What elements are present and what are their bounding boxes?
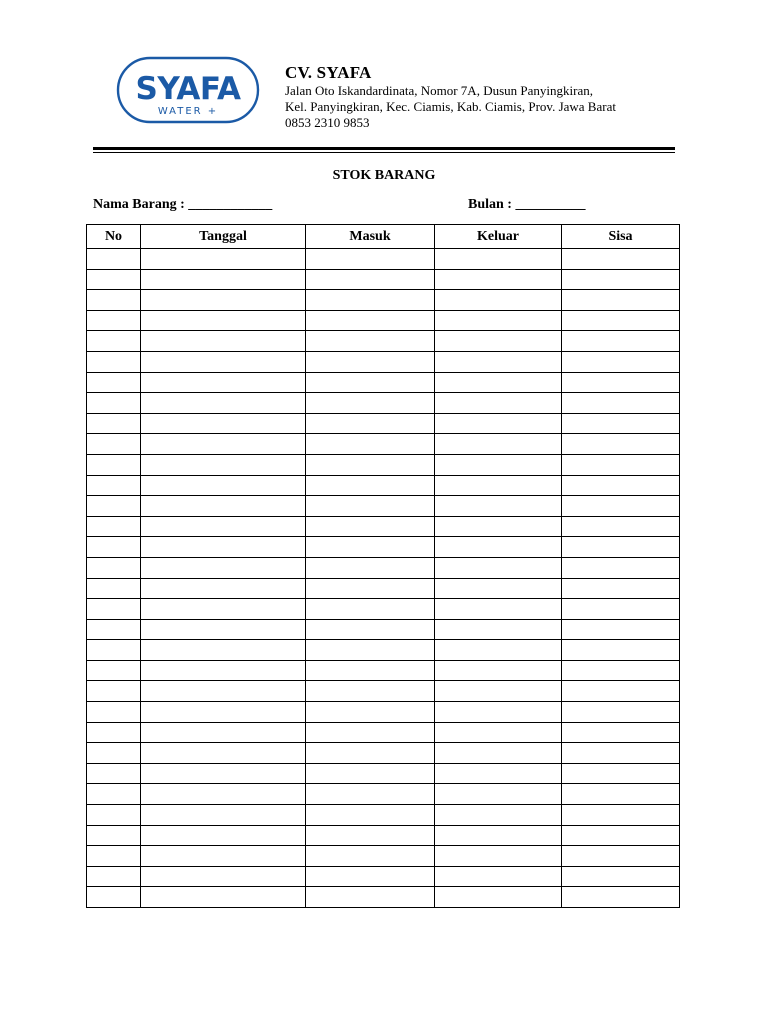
- cell-keluar[interactable]: [435, 619, 562, 640]
- cell-keluar[interactable]: [435, 743, 562, 764]
- cell-sisa[interactable]: [562, 331, 680, 352]
- cell-tanggal[interactable]: [141, 331, 306, 352]
- cell-keluar[interactable]: [435, 249, 562, 270]
- company-address-line1: Jalan Oto Iskandardinata, Nomor 7A, Dusun Panyingkiran,: [285, 83, 593, 98]
- cell-no[interactable]: [87, 310, 141, 331]
- cell-no[interactable]: [87, 660, 141, 681]
- cell-sisa[interactable]: [562, 454, 680, 475]
- cell-sisa[interactable]: [562, 702, 680, 723]
- cell-masuk[interactable]: [306, 496, 435, 517]
- logo-main-text: SYAFA: [135, 71, 241, 107]
- table-row: [87, 846, 680, 867]
- company-phone: 0853 2310 9853: [285, 115, 370, 130]
- cell-no[interactable]: [87, 681, 141, 702]
- company-address-line2: Kel. Panyingkiran, Kec. Ciamis, Kab. Ciamis, Prov. Jawa Barat: [285, 99, 616, 114]
- table-row: [87, 702, 680, 723]
- cell-keluar[interactable]: [435, 537, 562, 558]
- cell-no[interactable]: [87, 393, 141, 414]
- cell-sisa[interactable]: [562, 310, 680, 331]
- cell-sisa[interactable]: [562, 681, 680, 702]
- table-row: [87, 866, 680, 887]
- table-row: [87, 825, 680, 846]
- cell-keluar[interactable]: [435, 310, 562, 331]
- table-row: [87, 475, 680, 496]
- table-row: [87, 496, 680, 517]
- cell-keluar[interactable]: [435, 825, 562, 846]
- cell-masuk[interactable]: [306, 454, 435, 475]
- cell-sisa[interactable]: [562, 351, 680, 372]
- table-row: [87, 722, 680, 743]
- cell-keluar[interactable]: [435, 454, 562, 475]
- cell-sisa[interactable]: [562, 784, 680, 805]
- column-header-tanggal: Tanggal: [141, 225, 306, 249]
- cell-no[interactable]: [87, 475, 141, 496]
- table-row: [87, 619, 680, 640]
- table-row: [87, 290, 680, 311]
- cell-no[interactable]: [87, 351, 141, 372]
- cell-masuk[interactable]: [306, 393, 435, 414]
- cell-keluar[interactable]: [435, 475, 562, 496]
- cell-keluar[interactable]: [435, 887, 562, 908]
- table-row: [87, 310, 680, 331]
- cell-no[interactable]: [87, 763, 141, 784]
- cell-no[interactable]: [87, 413, 141, 434]
- cell-masuk[interactable]: [306, 557, 435, 578]
- cell-tanggal[interactable]: [141, 805, 306, 826]
- table-row: [87, 537, 680, 558]
- cell-sisa[interactable]: [562, 846, 680, 867]
- cell-sisa[interactable]: [562, 640, 680, 661]
- cell-tanggal[interactable]: [141, 496, 306, 517]
- cell-no[interactable]: [87, 784, 141, 805]
- cell-sisa[interactable]: [562, 619, 680, 640]
- cell-no[interactable]: [87, 454, 141, 475]
- table-row: [87, 805, 680, 826]
- cell-sisa[interactable]: [562, 557, 680, 578]
- cell-keluar[interactable]: [435, 434, 562, 455]
- cell-masuk[interactable]: [306, 763, 435, 784]
- cell-tanggal[interactable]: [141, 578, 306, 599]
- stock-table: [86, 224, 680, 908]
- cell-keluar[interactable]: [435, 351, 562, 372]
- cell-masuk[interactable]: [306, 619, 435, 640]
- cell-tanggal[interactable]: [141, 763, 306, 784]
- cell-no[interactable]: [87, 516, 141, 537]
- cell-tanggal[interactable]: [141, 269, 306, 290]
- cell-masuk[interactable]: [306, 413, 435, 434]
- cell-sisa[interactable]: [562, 825, 680, 846]
- cell-no[interactable]: [87, 887, 141, 908]
- cell-keluar[interactable]: [435, 413, 562, 434]
- cell-keluar[interactable]: [435, 640, 562, 661]
- table-row: [87, 599, 680, 620]
- cell-no[interactable]: [87, 722, 141, 743]
- cell-no[interactable]: [87, 846, 141, 867]
- column-header-sisa: Sisa: [562, 225, 680, 249]
- document-title: STOK BARANG: [332, 168, 436, 183]
- cell-keluar[interactable]: [435, 784, 562, 805]
- cell-no[interactable]: [87, 331, 141, 352]
- cell-tanggal[interactable]: [141, 846, 306, 867]
- cell-sisa[interactable]: [562, 516, 680, 537]
- cell-keluar[interactable]: [435, 805, 562, 826]
- cell-tanggal[interactable]: [141, 372, 306, 393]
- cell-tanggal[interactable]: [141, 290, 306, 311]
- cell-tanggal[interactable]: [141, 887, 306, 908]
- cell-masuk[interactable]: [306, 702, 435, 723]
- cell-tanggal[interactable]: [141, 722, 306, 743]
- cell-tanggal[interactable]: [141, 393, 306, 414]
- cell-tanggal[interactable]: [141, 866, 306, 887]
- cell-no[interactable]: [87, 702, 141, 723]
- cell-no[interactable]: [87, 599, 141, 620]
- cell-masuk[interactable]: [306, 866, 435, 887]
- table-row: [87, 660, 680, 681]
- header-divider-thick: [93, 147, 675, 150]
- table-row: [87, 578, 680, 599]
- cell-sisa[interactable]: [562, 413, 680, 434]
- cell-keluar[interactable]: [435, 269, 562, 290]
- cell-no[interactable]: [87, 434, 141, 455]
- cell-masuk[interactable]: [306, 681, 435, 702]
- cell-tanggal[interactable]: [141, 516, 306, 537]
- cell-sisa[interactable]: [562, 249, 680, 270]
- table-row: [87, 887, 680, 908]
- cell-sisa[interactable]: [562, 434, 680, 455]
- cell-tanggal[interactable]: [141, 599, 306, 620]
- table-row: [87, 393, 680, 414]
- company-name: CV. SYAFA: [285, 63, 372, 82]
- table-row: [87, 351, 680, 372]
- logo-sub-text: WATER +: [157, 106, 219, 117]
- cell-no[interactable]: [87, 537, 141, 558]
- cell-masuk[interactable]: [306, 599, 435, 620]
- cell-tanggal[interactable]: [141, 660, 306, 681]
- table-row: [87, 784, 680, 805]
- cell-tanggal[interactable]: [141, 784, 306, 805]
- column-header-keluar: Keluar: [435, 225, 562, 249]
- cell-masuk[interactable]: [306, 578, 435, 599]
- cell-tanggal[interactable]: [141, 640, 306, 661]
- table-row: [87, 434, 680, 455]
- table-row: [87, 557, 680, 578]
- cell-no[interactable]: [87, 866, 141, 887]
- table-row: [87, 763, 680, 784]
- syafa-water-logo: [116, 56, 260, 124]
- cell-masuk[interactable]: [306, 269, 435, 290]
- cell-keluar[interactable]: [435, 660, 562, 681]
- cell-sisa[interactable]: [562, 599, 680, 620]
- cell-sisa[interactable]: [562, 763, 680, 784]
- table-row: [87, 681, 680, 702]
- cell-masuk[interactable]: [306, 331, 435, 352]
- bulan-field[interactable]: Bulan : __________: [468, 197, 586, 212]
- cell-no[interactable]: [87, 640, 141, 661]
- cell-tanggal[interactable]: [141, 537, 306, 558]
- cell-keluar[interactable]: [435, 846, 562, 867]
- cell-sisa[interactable]: [562, 578, 680, 599]
- cell-masuk[interactable]: [306, 434, 435, 455]
- cell-tanggal[interactable]: [141, 743, 306, 764]
- cell-sisa[interactable]: [562, 743, 680, 764]
- cell-keluar[interactable]: [435, 681, 562, 702]
- cell-keluar[interactable]: [435, 557, 562, 578]
- cell-tanggal[interactable]: [141, 413, 306, 434]
- cell-sisa[interactable]: [562, 372, 680, 393]
- cell-masuk[interactable]: [306, 722, 435, 743]
- cell-no[interactable]: [87, 557, 141, 578]
- cell-keluar[interactable]: [435, 290, 562, 311]
- cell-masuk[interactable]: [306, 825, 435, 846]
- cell-tanggal[interactable]: [141, 619, 306, 640]
- cell-keluar[interactable]: [435, 578, 562, 599]
- cell-masuk[interactable]: [306, 372, 435, 393]
- table-row: [87, 269, 680, 290]
- cell-tanggal[interactable]: [141, 310, 306, 331]
- cell-sisa[interactable]: [562, 393, 680, 414]
- cell-keluar[interactable]: [435, 722, 562, 743]
- cell-no[interactable]: [87, 290, 141, 311]
- cell-no[interactable]: [87, 496, 141, 517]
- cell-masuk[interactable]: [306, 743, 435, 764]
- cell-no[interactable]: [87, 743, 141, 764]
- cell-sisa[interactable]: [562, 887, 680, 908]
- cell-masuk[interactable]: [306, 516, 435, 537]
- cell-tanggal[interactable]: [141, 681, 306, 702]
- cell-sisa[interactable]: [562, 290, 680, 311]
- cell-masuk[interactable]: [306, 475, 435, 496]
- cell-sisa[interactable]: [562, 722, 680, 743]
- cell-sisa[interactable]: [562, 660, 680, 681]
- cell-keluar[interactable]: [435, 496, 562, 517]
- cell-masuk[interactable]: [306, 290, 435, 311]
- cell-no[interactable]: [87, 619, 141, 640]
- cell-no[interactable]: [87, 805, 141, 826]
- cell-masuk[interactable]: [306, 784, 435, 805]
- cell-masuk[interactable]: [306, 310, 435, 331]
- column-header-masuk: Masuk: [306, 225, 435, 249]
- cell-sisa[interactable]: [562, 537, 680, 558]
- cell-sisa[interactable]: [562, 496, 680, 517]
- column-header-no: No: [87, 225, 141, 249]
- table-row: [87, 743, 680, 764]
- table-row: [87, 516, 680, 537]
- cell-no[interactable]: [87, 249, 141, 270]
- cell-tanggal[interactable]: [141, 249, 306, 270]
- cell-no[interactable]: [87, 825, 141, 846]
- cell-sisa[interactable]: [562, 475, 680, 496]
- cell-keluar[interactable]: [435, 866, 562, 887]
- cell-no[interactable]: [87, 578, 141, 599]
- cell-masuk[interactable]: [306, 660, 435, 681]
- cell-masuk[interactable]: [306, 805, 435, 826]
- cell-masuk[interactable]: [306, 537, 435, 558]
- cell-masuk[interactable]: [306, 351, 435, 372]
- cell-masuk[interactable]: [306, 846, 435, 867]
- cell-keluar[interactable]: [435, 331, 562, 352]
- cell-masuk[interactable]: [306, 249, 435, 270]
- cell-tanggal[interactable]: [141, 434, 306, 455]
- header-divider-thin: [93, 152, 675, 153]
- table-header-row: [87, 225, 680, 249]
- table-row: [87, 454, 680, 475]
- table-row: [87, 372, 680, 393]
- table-row: [87, 331, 680, 352]
- cell-tanggal[interactable]: [141, 825, 306, 846]
- cell-tanggal[interactable]: [141, 702, 306, 723]
- cell-keluar[interactable]: [435, 702, 562, 723]
- table-row: [87, 413, 680, 434]
- stock-table-body: [87, 249, 680, 908]
- cell-sisa[interactable]: [562, 269, 680, 290]
- cell-keluar[interactable]: [435, 599, 562, 620]
- cell-tanggal[interactable]: [141, 454, 306, 475]
- cell-keluar[interactable]: [435, 372, 562, 393]
- cell-no[interactable]: [87, 372, 141, 393]
- table-row: [87, 249, 680, 270]
- nama-barang-field[interactable]: Nama Barang : ____________: [93, 197, 273, 212]
- cell-keluar[interactable]: [435, 516, 562, 537]
- table-row: [87, 640, 680, 661]
- cell-keluar[interactable]: [435, 393, 562, 414]
- cell-sisa[interactable]: [562, 805, 680, 826]
- company-header: [285, 63, 616, 131]
- cell-tanggal[interactable]: [141, 475, 306, 496]
- cell-tanggal[interactable]: [141, 557, 306, 578]
- cell-masuk[interactable]: [306, 887, 435, 908]
- cell-keluar[interactable]: [435, 763, 562, 784]
- cell-sisa[interactable]: [562, 866, 680, 887]
- cell-no[interactable]: [87, 269, 141, 290]
- cell-tanggal[interactable]: [141, 351, 306, 372]
- cell-masuk[interactable]: [306, 640, 435, 661]
